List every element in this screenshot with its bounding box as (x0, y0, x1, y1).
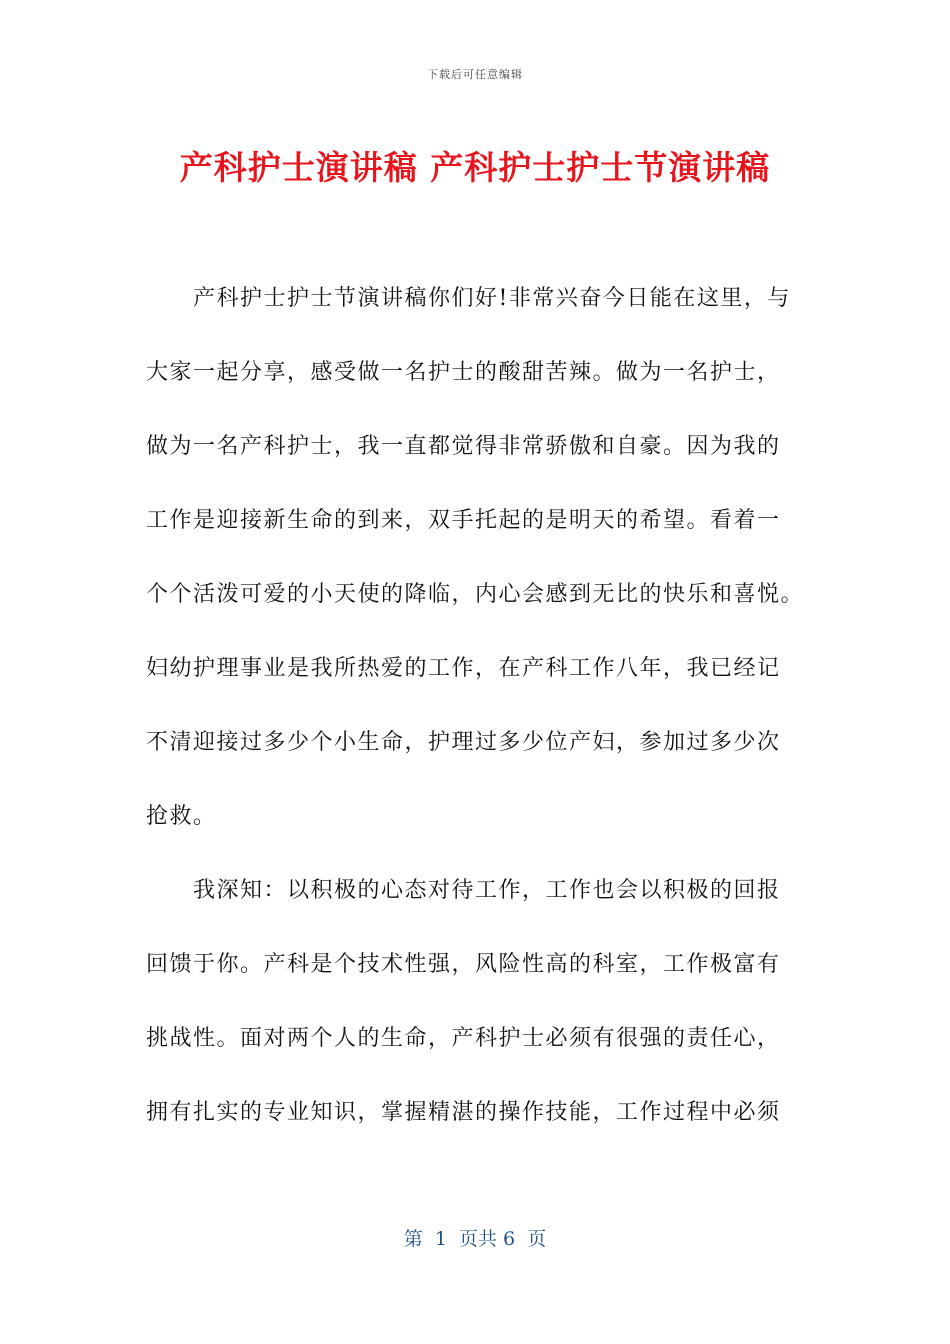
page-number-footer: 第 1 页共 6 页 (403, 1228, 547, 1250)
body-line: 大家一起分享，感受做一名护士的酸甜苦辣。做为一名护士， (146, 360, 781, 385)
body-line: 工作是迎接新生命的到来，双手托起的是明天的希望。看着一 (146, 508, 781, 533)
body-line: 抢救。 (146, 804, 217, 829)
body-line: 不清迎接过多少个小生命，护理过多少位产妇，参加过多少次 (146, 730, 781, 755)
body-line: 做为一名产科护士，我一直都觉得非常骄傲和自豪。因为我的 (146, 434, 781, 459)
header-note: 下载后可任意编辑 (427, 68, 523, 81)
body-line: 个个活泼可爱的小天使的降临，内心会感到无比的快乐和喜悦。 (146, 582, 805, 607)
body-line: 妇幼护理事业是我所热爱的工作，在产科工作八年，我已经记 (146, 656, 781, 681)
body-line: 回馈于你。产科是个技术性强，风险性高的科室，工作极富有 (146, 952, 781, 977)
document-body (146, 262, 811, 1150)
body-line: 我深知：以积极的心态对待工作，工作也会以积极的回报 (146, 878, 781, 903)
document-title: 产科护士演讲稿 产科护士护士节演讲稿 (179, 148, 771, 187)
body-line: 产科护士护士节演讲稿你们好!非常兴奋今日能在这里，与 (146, 286, 791, 311)
body-line: 挑战性。面对两个人的生命，产科护士必须有很强的责任心， (146, 1026, 781, 1051)
body-line: 拥有扎实的专业知识，掌握精湛的操作技能，工作过程中必须 (146, 1100, 781, 1125)
